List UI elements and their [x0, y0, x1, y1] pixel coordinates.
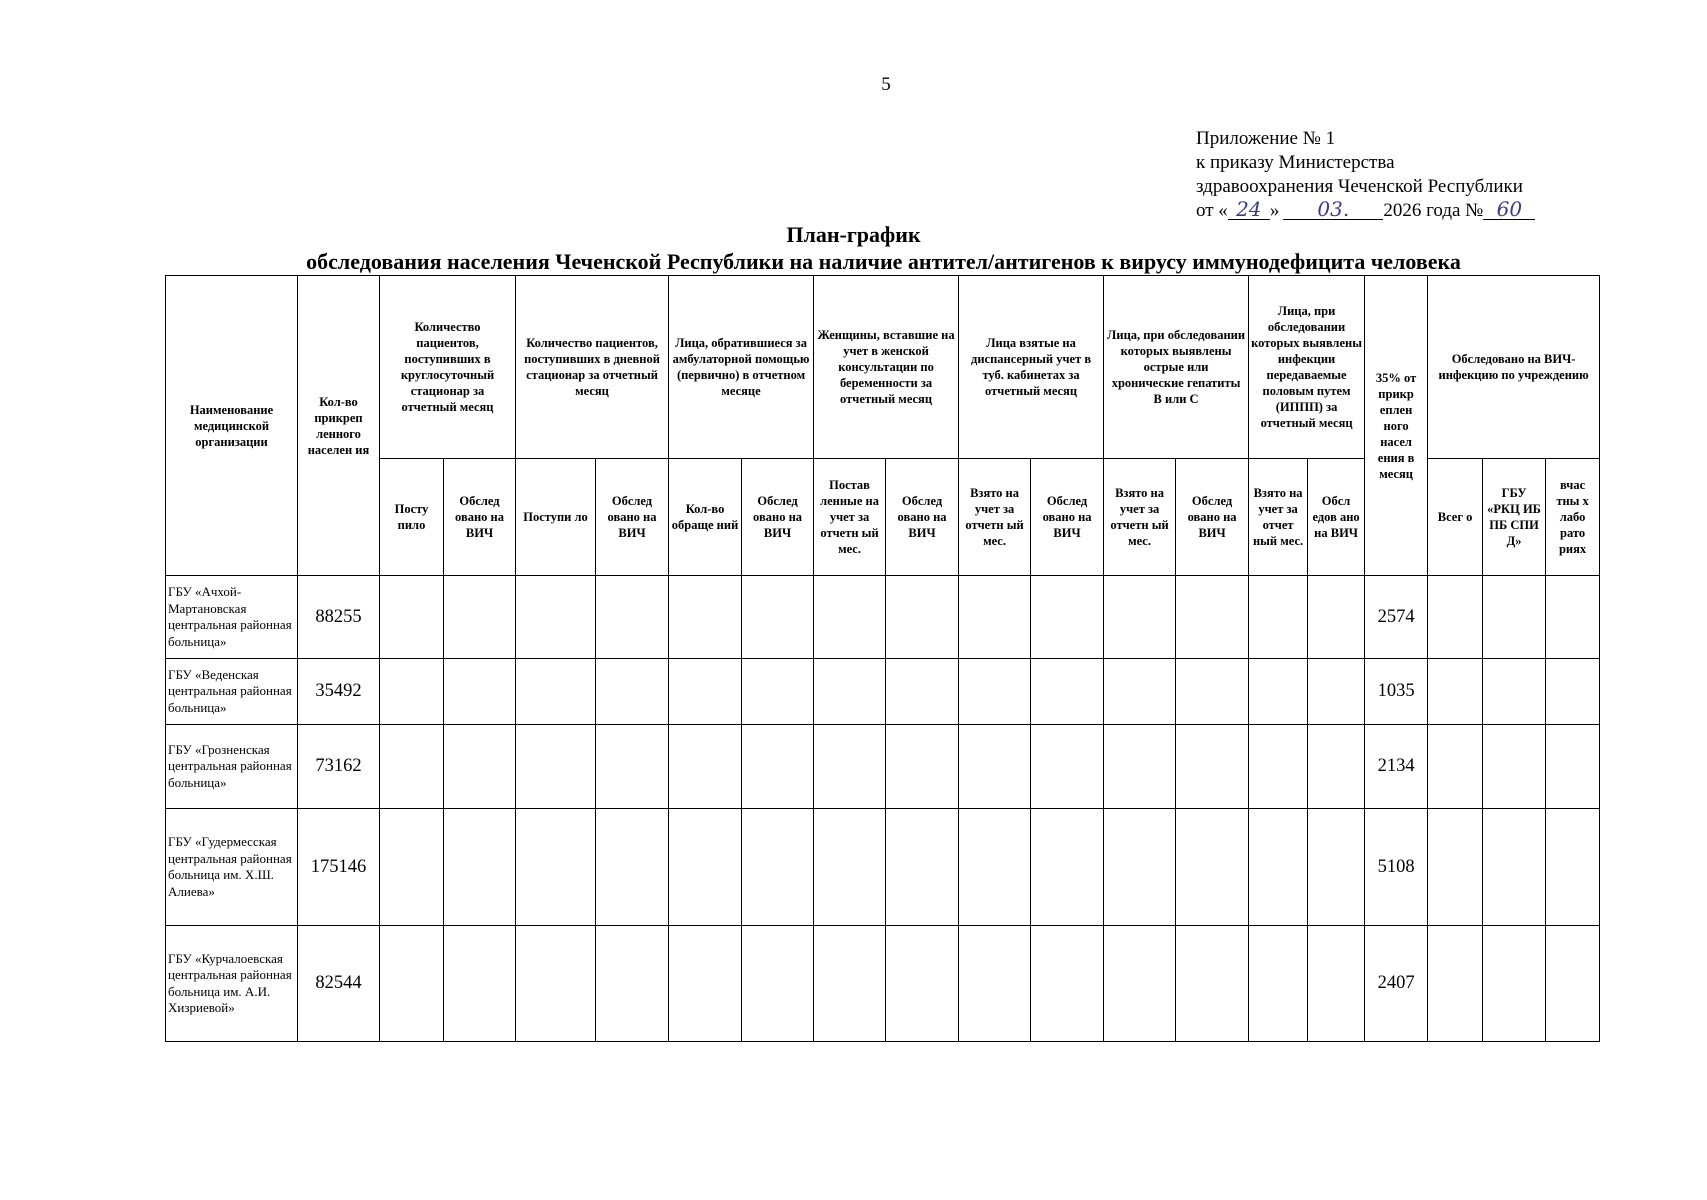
population-cell: 175146 [298, 809, 380, 926]
subheader-examined-sti: Обсл едов ано на ВИЧ [1308, 459, 1365, 576]
appendix-date-line [1196, 199, 1535, 223]
population-cell: 88255 [298, 576, 380, 659]
subheader-private-labs: вчас тны х лабо рато риях [1546, 459, 1600, 576]
table-row [166, 926, 1600, 1042]
subheader-visits-count: Кол-во обраще ний [669, 459, 742, 576]
header-35-percent: 35% от прикр еплен ного насел ения в месяц [1365, 276, 1428, 576]
date-year: 2026 года № [1383, 200, 1484, 221]
order-number: 60 [1483, 199, 1535, 220]
pct35-cell: 2134 [1365, 725, 1428, 809]
subheader-examined-24h: Обслед овано на ВИЧ [444, 459, 516, 576]
header-attached-population: Кол-во прикреп ленного населен ия [298, 276, 380, 576]
subheader-total: Всег о [1428, 459, 1483, 576]
document-subtitle: обследования населения Чеченской Республики на наличие антител/антигенов к вирусу иммунодефицита человека [306, 249, 1461, 274]
appendix-line-1: Приложение № 1 [1196, 128, 1336, 149]
pct35-cell: 2574 [1365, 576, 1428, 659]
table-row [166, 725, 1600, 809]
table-row [166, 809, 1600, 926]
page-number: 5 [881, 74, 891, 95]
subheader-registered-pregnant: Постав ленные на учет за отчетн ый мес. [814, 459, 886, 576]
date-day: 24 [1228, 199, 1270, 220]
header-tb: Лица взятые на диспансерный учет в туб. кабинетах за отчетный месяц [959, 276, 1104, 459]
org-name-cell: ГБУ «Ачхой-Мартановская центральная районная больница» [166, 576, 298, 659]
subheader-admitted-24h: Посту пило [380, 459, 444, 576]
appendix-line-2: к приказу Министерства [1196, 152, 1395, 173]
header-sti: Лица, при обследовании которых выявлены инфекции передаваемые половым путем (ИППП) за отчетный месяц [1249, 276, 1365, 459]
subheader-examined-outpatient: Обслед овано на ВИЧ [742, 459, 814, 576]
header-examined-hiv: Обследовано на ВИЧ-инфекцию по учреждению [1428, 276, 1600, 459]
pct35-cell: 2407 [1365, 926, 1428, 1042]
subheader-registered-hepatitis: Взято на учет за отчетн ый мес. [1104, 459, 1176, 576]
pct35-cell: 5108 [1365, 809, 1428, 926]
header-org-name: Наименование медицинской организации [166, 276, 298, 576]
population-cell: 82544 [298, 926, 380, 1042]
header-pregnant: Женщины, вставшие на учет в женской консультации по беременности за отчетный месяц [814, 276, 959, 459]
subheader-examined-hepatitis: Обслед овано на ВИЧ [1176, 459, 1249, 576]
subheader-examined-day: Обслед овано на ВИЧ [596, 459, 669, 576]
subheader-admitted-day: Поступи ло [516, 459, 596, 576]
org-name-cell: ГБУ «Курчалоевская центральная районная больница им. А.И. Хизриевой» [166, 926, 298, 1042]
subheader-rkc: ГБУ «РКЦ ИБ ПБ СПИ Д» [1483, 459, 1546, 576]
header-hepatitis: Лица, при обследовании которых выявлены острые или хронические гепатиты В или С [1104, 276, 1249, 459]
population-cell: 35492 [298, 659, 380, 725]
header-day-hospital: Количество пациентов, поступивших в дневной стационар за отчетный месяц [516, 276, 669, 459]
org-name-cell: ГБУ «Гудермесская центральная районная больница им. Х.Ш. Алиева» [166, 809, 298, 926]
subheader-registered-tb: Взято на учет за отчетн ый мес. [959, 459, 1031, 576]
date-mid: » [1269, 200, 1280, 221]
pct35-cell: 1035 [1365, 659, 1428, 725]
header-row-1 [166, 276, 1600, 459]
table-row [166, 659, 1600, 725]
subheader-registered-sti: Взято на учет за отчет ный мес. [1249, 459, 1308, 576]
subheader-examined-pregnant: Обслед овано на ВИЧ [886, 459, 959, 576]
date-prefix: от « [1196, 200, 1228, 221]
appendix-block [1196, 127, 1535, 223]
org-name-cell: ГБУ «Грозненская центральная районная больница» [166, 725, 298, 809]
plan-table [165, 275, 1600, 1042]
document-title: План-график [786, 222, 921, 247]
header-hospital-24h: Количество пациентов, поступивших в круглосуточный стационар за отчетный месяц [380, 276, 516, 459]
appendix-line-3: здравоохранения Чеченской Республики [1196, 176, 1523, 197]
header-outpatient: Лица, обратившиеся за амбулаторной помощью (первично) в отчетном месяце [669, 276, 814, 459]
subheader-examined-tb: Обслед овано на ВИЧ [1031, 459, 1104, 576]
table-row [166, 576, 1600, 659]
org-name-cell: ГБУ «Веденская центральная районная больница» [166, 659, 298, 725]
population-cell: 73162 [298, 725, 380, 809]
date-month: 03. [1283, 199, 1383, 220]
